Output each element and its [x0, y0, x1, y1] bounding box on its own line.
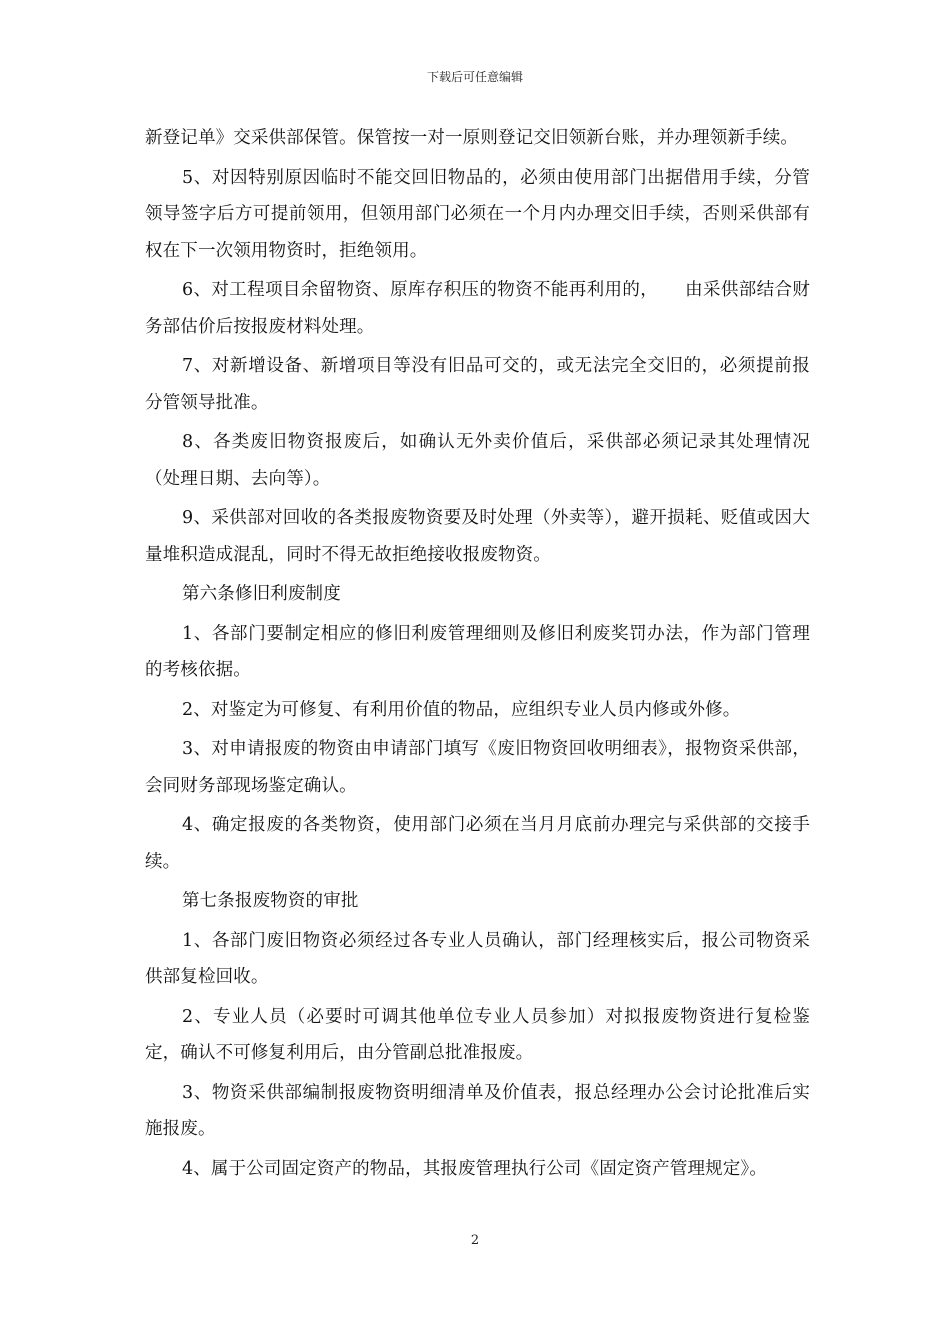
document-body	[145, 120, 810, 1190]
paragraph: 1、各部门要制定相应的修旧利废管理细则及修旧利废奖罚办法，作为部门管理的考核依据。	[145, 623, 810, 680]
page-header: 下载后可任意编辑	[426, 70, 523, 84]
paragraph: 2、对鉴定为可修复、有利用价值的物品，应组织专业人员内修或外修。	[182, 699, 741, 720]
paragraph: 7、对新增设备、新增项目等没有旧品可交的，或无法完全交旧的，必须提前报分管领导批准。	[145, 356, 810, 413]
paragraph: 6、对工程项目余留物资、原库存积压的物资不能再利用的， 由采供部结合财务部估价后按报废材料处理。	[145, 280, 810, 337]
section-heading: 第七条报废物资的审批	[182, 891, 359, 911]
page-number: 2	[470, 1233, 480, 1248]
paragraph: 8、各类废旧物资报废后，如确认无外卖价值后，采供部必须记录其处理情况（处理日期、去向等）。	[145, 432, 810, 489]
paragraph: 4、确定报废的各类物资，使用部门必须在当月月底前办理完与采供部的交接手续。	[145, 815, 810, 872]
paragraph: 5、对因特别原因临时不能交回旧物品的，必须由使用部门出据借用手续，分管领导签字后方可提前领用，但领用部门必须在一个月内办理交旧手续，否则采供部有权在下一次领用物资时，拒绝领用。	[145, 167, 810, 261]
paragraph: 新登记单》交采供部保管。保管按一对一原则登记交旧领新台账，并办理领新手续。	[145, 128, 799, 148]
paragraph: 3、物资采供部编制报废物资明细清单及价值表，报总经理办公会讨论批准后实施报废。	[145, 1082, 810, 1139]
paragraph: 2、专业人员（必要时可调其他单位专业人员参加）对拟报废物资进行复检鉴定，确认不可修复利用后，由分管副总批准报废。	[145, 1006, 810, 1063]
section-heading: 第六条修旧利废制度	[182, 584, 341, 604]
paragraph: 4、属于公司固定资产的物品，其报废管理执行公司《固定资产管理规定》。	[182, 1158, 767, 1179]
paragraph: 3、对申请报废的物资由申请部门填写《废旧物资回收明细表》，报物资采供部，会同财务部现场鉴定确认。	[145, 739, 810, 796]
paragraph: 9、采供部对回收的各类报废物资要及时处理（外卖等），避开损耗、贬值或因大量堆积造成混乱，同时不得无故拒绝接收报废物资。	[145, 508, 810, 565]
paragraph: 1、各部门废旧物资必须经过各专业人员确认，部门经理核实后，报公司物资采供部复检回收。	[145, 930, 810, 987]
